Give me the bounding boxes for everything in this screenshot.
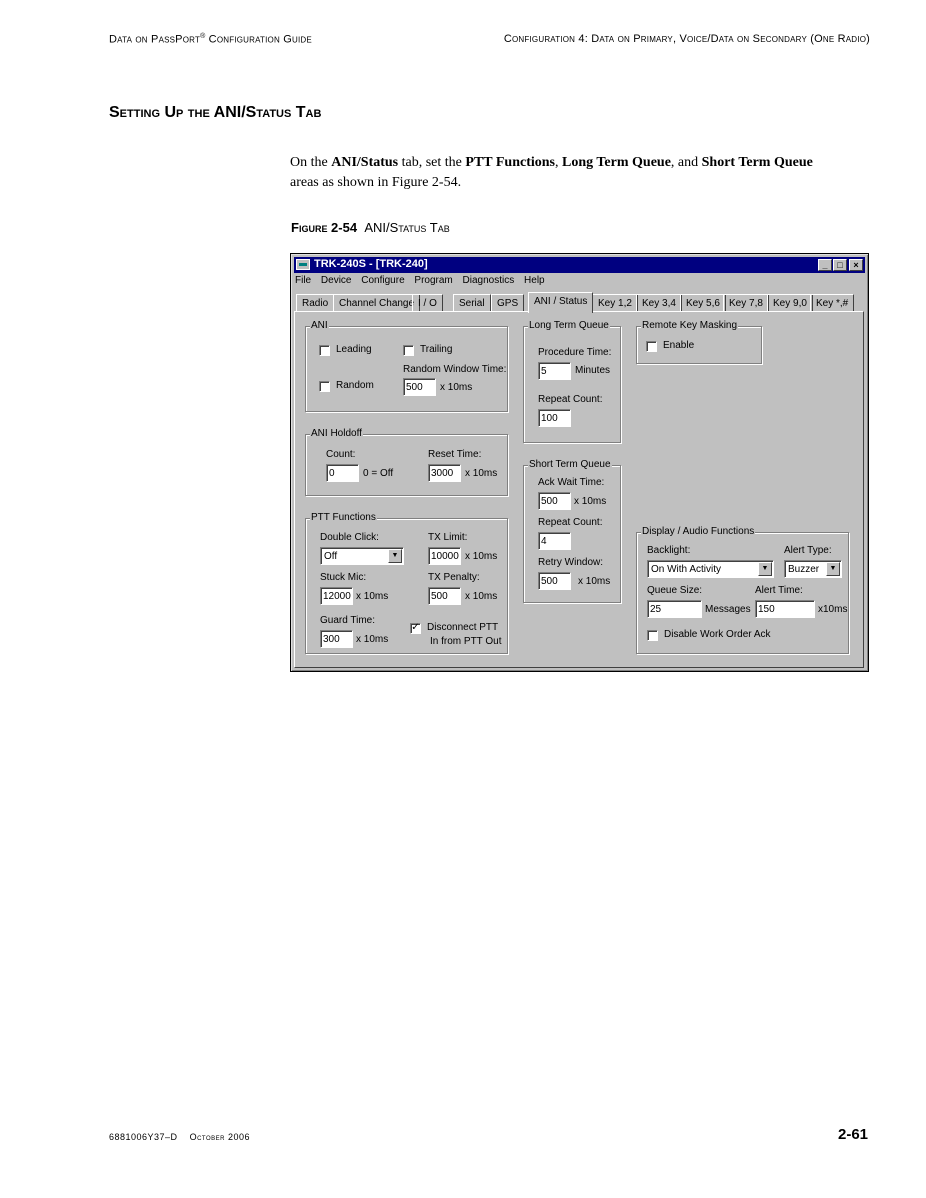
enable-label: Enable bbox=[663, 340, 695, 351]
count-label: Count: bbox=[326, 449, 356, 460]
guard-time-input[interactable]: 300 bbox=[320, 630, 353, 648]
tab-key-9-0[interactable]: Key 9,0 bbox=[767, 294, 813, 312]
tx-penalty-input[interactable]: 500 bbox=[428, 587, 461, 605]
stuck-mic-input[interactable]: 12000 bbox=[320, 587, 353, 605]
running-header-left: Data on PassPort® Configuration Guide bbox=[109, 33, 312, 46]
display-audio-label: Display / Audio Functions bbox=[642, 526, 755, 537]
remote-key-masking-label: Remote Key Masking bbox=[642, 320, 738, 331]
lt-repeat-count-input[interactable]: 100 bbox=[538, 409, 571, 427]
close-icon[interactable]: × bbox=[849, 259, 863, 271]
minimize-icon[interactable]: _ bbox=[818, 259, 832, 271]
random-checkbox[interactable] bbox=[319, 381, 330, 392]
stuck-mic-unit: x 10ms bbox=[356, 591, 389, 602]
queue-size-input[interactable]: 25 bbox=[647, 600, 702, 618]
menu-bar bbox=[295, 275, 552, 291]
reset-time-unit: x 10ms bbox=[465, 468, 498, 479]
footer-doc-info: 6881006Y37–D October 2006 bbox=[109, 1132, 250, 1142]
ptt-functions-label: PTT Functions bbox=[311, 512, 376, 523]
count-input[interactable]: 0 bbox=[326, 464, 359, 482]
alert-type-value: Buzzer bbox=[788, 564, 820, 575]
menu-configure[interactable]: Configure bbox=[361, 275, 405, 286]
title-bar bbox=[294, 257, 865, 273]
disconnect-ptt-label-1: Disconnect PTT bbox=[427, 622, 499, 633]
remote-key-masking-group bbox=[636, 320, 762, 364]
backlight-value: On With Activity bbox=[651, 564, 722, 575]
tab-gps[interactable]: GPS bbox=[491, 294, 524, 312]
window-title: TRK-240S - [TRK-240] bbox=[314, 258, 428, 270]
app-window bbox=[290, 253, 869, 672]
disconnect-ptt-checkbox[interactable]: ✓ bbox=[411, 622, 420, 633]
st-repeat-count-label: Repeat Count: bbox=[538, 517, 603, 528]
random-window-unit: x 10ms bbox=[440, 382, 473, 393]
tab-io[interactable]: I / O bbox=[412, 294, 443, 312]
leading-checkbox[interactable] bbox=[319, 345, 330, 356]
disconnect-ptt-label-2: In from PTT Out bbox=[430, 636, 502, 647]
guard-time-label: Guard Time: bbox=[320, 615, 376, 626]
reset-time-input[interactable]: 3000 bbox=[428, 464, 461, 482]
tab-key-7-8[interactable]: Key 7,8 bbox=[723, 294, 769, 312]
retry-window-input[interactable]: 500 bbox=[538, 572, 571, 590]
menu-diagnostics[interactable]: Diagnostics bbox=[462, 275, 515, 286]
double-click-value: Off bbox=[324, 551, 338, 562]
retry-window-label: Retry Window: bbox=[538, 557, 604, 568]
alert-time-input[interactable]: 150 bbox=[755, 600, 815, 618]
random-window-input[interactable]: 500 bbox=[403, 378, 436, 396]
lt-repeat-count-label: Repeat Count: bbox=[538, 394, 603, 405]
page-number: 2-61 bbox=[838, 1126, 869, 1143]
alert-time-unit: x10ms bbox=[818, 604, 848, 615]
chevron-down-icon[interactable]: ▼ bbox=[826, 562, 840, 576]
long-term-queue-group bbox=[523, 320, 621, 443]
tx-limit-input[interactable]: 10000 bbox=[428, 547, 461, 565]
alert-time-label: Alert Time: bbox=[755, 585, 803, 596]
disable-wo-ack-label: Disable Work Order Ack bbox=[664, 629, 771, 640]
procedure-time-unit: Minutes bbox=[575, 365, 611, 376]
ack-wait-label: Ack Wait Time: bbox=[538, 477, 605, 488]
double-click-select[interactable] bbox=[320, 547, 404, 565]
long-term-queue-label: Long Term Queue bbox=[529, 320, 609, 331]
tab-ani-status[interactable]: ANI / Status bbox=[528, 292, 593, 313]
menu-file[interactable]: File bbox=[295, 275, 312, 286]
random-label: Random bbox=[336, 380, 374, 391]
maximize-icon[interactable]: □ bbox=[833, 259, 847, 271]
st-repeat-count-input[interactable]: 4 bbox=[538, 532, 571, 550]
trailing-label: Trailing bbox=[420, 344, 453, 355]
trailing-checkbox[interactable] bbox=[403, 345, 414, 356]
ani-group-label: ANI bbox=[311, 320, 328, 331]
alert-type-select[interactable] bbox=[784, 560, 842, 578]
section-title: Setting Up the ANI/Status Tab bbox=[109, 104, 322, 121]
queue-size-label: Queue Size: bbox=[647, 585, 703, 596]
ack-wait-input[interactable]: 500 bbox=[538, 492, 571, 510]
menu-program[interactable]: Program bbox=[414, 275, 453, 286]
ani-group bbox=[305, 320, 508, 412]
ani-status-panel bbox=[294, 311, 864, 668]
intro-paragraph: On the ANI/Status tab, set the PTT Functions, Long Term Queue, and Short Term Queue areas as shown in Figure 2-54. bbox=[290, 155, 813, 190]
tx-penalty-unit: x 10ms bbox=[465, 591, 498, 602]
short-term-queue-group bbox=[523, 459, 621, 603]
procedure-time-input[interactable]: 5 bbox=[538, 362, 571, 380]
disable-wo-ack-checkbox[interactable] bbox=[647, 630, 658, 641]
procedure-time-label: Procedure Time: bbox=[538, 347, 612, 358]
stuck-mic-label: Stuck Mic: bbox=[320, 572, 367, 583]
tab-key-3-4[interactable]: Key 3,4 bbox=[636, 294, 682, 312]
tab-serial[interactable]: Serial bbox=[453, 294, 491, 312]
ptt-functions-group bbox=[305, 512, 508, 654]
menu-help[interactable]: Help bbox=[524, 275, 545, 286]
double-click-label: Double Click: bbox=[320, 532, 379, 543]
leading-label: Leading bbox=[336, 344, 372, 355]
tx-limit-label: TX Limit: bbox=[428, 532, 468, 543]
menu-device[interactable]: Device bbox=[320, 275, 352, 286]
display-audio-group bbox=[636, 526, 849, 654]
tab-radio[interactable]: Radio bbox=[296, 294, 334, 312]
tab-key-5-6[interactable]: Key 5,6 bbox=[680, 294, 726, 312]
backlight-label: Backlight: bbox=[647, 545, 691, 556]
ack-wait-unit: x 10ms bbox=[574, 496, 607, 507]
enable-checkbox[interactable] bbox=[646, 341, 657, 352]
ani-holdoff-group bbox=[305, 428, 508, 496]
chevron-down-icon[interactable]: ▼ bbox=[388, 549, 402, 563]
tx-penalty-label: TX Penalty: bbox=[428, 572, 480, 583]
tab-key-star-hash[interactable]: Key *,# bbox=[810, 294, 854, 312]
app-icon bbox=[296, 259, 310, 270]
retry-window-unit: x 10ms bbox=[578, 576, 611, 587]
tx-limit-unit: x 10ms bbox=[465, 551, 498, 562]
alert-type-label: Alert Type: bbox=[784, 545, 832, 556]
guard-time-unit: x 10ms bbox=[356, 634, 389, 645]
chevron-down-icon[interactable]: ▼ bbox=[758, 562, 772, 576]
messages-label: Messages bbox=[705, 604, 751, 615]
tab-channel-change[interactable]: Channel Change bbox=[333, 294, 420, 312]
short-term-queue-label: Short Term Queue bbox=[529, 459, 611, 470]
count-note: 0 = Off bbox=[363, 468, 394, 479]
random-window-label: Random Window Time: bbox=[403, 364, 507, 375]
tab-key-1-2[interactable]: Key 1,2 bbox=[592, 294, 638, 312]
reset-time-label: Reset Time: bbox=[428, 449, 482, 460]
backlight-select[interactable] bbox=[647, 560, 774, 578]
tab-strip bbox=[294, 292, 864, 312]
figure-caption: Figure 2-54 ANI/Status Tab bbox=[291, 220, 450, 235]
ani-holdoff-label: ANI Holdoff bbox=[311, 428, 362, 439]
running-header-right: Configuration 4: Data on Primary, Voice/Data on Secondary (One Radio) bbox=[503, 33, 870, 45]
